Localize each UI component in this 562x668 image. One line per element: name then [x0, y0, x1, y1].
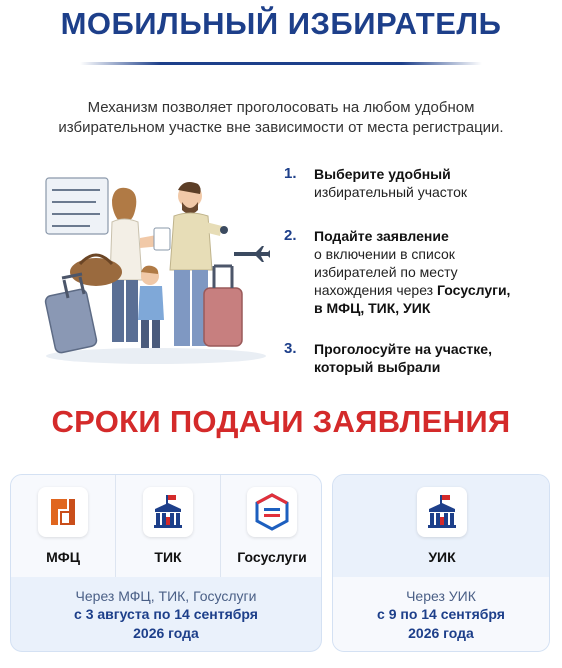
step-1 [284, 165, 467, 201]
step-number: 1. [284, 165, 297, 182]
step-description-line: избирателей по месту [314, 264, 458, 280]
title-divider [80, 62, 482, 65]
deadlines-heading: СРОКИ ПОДАЧИ ЗАЯВЛЕНИЯ [51, 404, 511, 439]
submission-channel: Через УИК [406, 588, 476, 604]
submission-channel: Через МФЦ, ТИК, Госуслуги [75, 588, 257, 604]
step-description: избирательный участок [314, 184, 467, 200]
step-highlight: Госуслуги, [437, 282, 511, 298]
step-title: который выбрали [314, 359, 441, 375]
building-flag-icon [417, 487, 467, 537]
step-description-line: о включении в список [314, 246, 455, 262]
deadline-card-mfc-tik-gosuslugi [10, 474, 322, 652]
mfc-logo-icon [38, 487, 88, 537]
org-mfc [11, 475, 115, 577]
travelers-illustration [38, 160, 270, 370]
org-label: УИК [428, 549, 456, 565]
step-title: Подайте заявление [314, 228, 449, 244]
child-figure [138, 266, 164, 348]
org-uik [333, 475, 550, 577]
org-gosuslugi [221, 475, 322, 577]
suitcase-right [204, 266, 242, 346]
step-number: 3. [284, 340, 297, 357]
step-title: Проголосуйте на участке, [314, 341, 492, 357]
org-label: МФЦ [46, 549, 80, 565]
org-label: Госуслуги [237, 549, 307, 565]
intro-text [20, 98, 542, 138]
deadline-dates: с 9 по 14 сентября [377, 606, 505, 622]
departure-board-icon [46, 178, 108, 234]
step-2 [284, 227, 510, 317]
airplane-icon [234, 246, 270, 262]
step-number: 2. [284, 227, 297, 244]
org-label: ТИК [154, 549, 182, 565]
deadline-dates: с 3 августа по 14 сентября [74, 606, 258, 622]
step-3 [284, 340, 492, 376]
suitcase-left [44, 274, 97, 354]
deadline-year: 2026 года [408, 625, 474, 641]
step-description-line: нахождения через [314, 282, 434, 298]
gosuslugi-logo-icon [247, 487, 297, 537]
deadline-card-uik [332, 474, 550, 652]
page-title: МОБИЛЬНЫЙ ИЗБИРАТЕЛЬ [60, 6, 502, 41]
step-title: Выберите удобный [314, 166, 451, 182]
step-highlight: в МФЦ, ТИК, УИК [314, 300, 431, 316]
building-flag-icon [143, 487, 193, 537]
deadline-year: 2026 года [133, 625, 199, 641]
intro-line-1: Механизм позволяет проголосовать на любом удобном [87, 99, 475, 116]
org-tik [116, 475, 220, 577]
intro-line-2: избирательном участке вне зависимости от места регистрации. [58, 119, 504, 136]
